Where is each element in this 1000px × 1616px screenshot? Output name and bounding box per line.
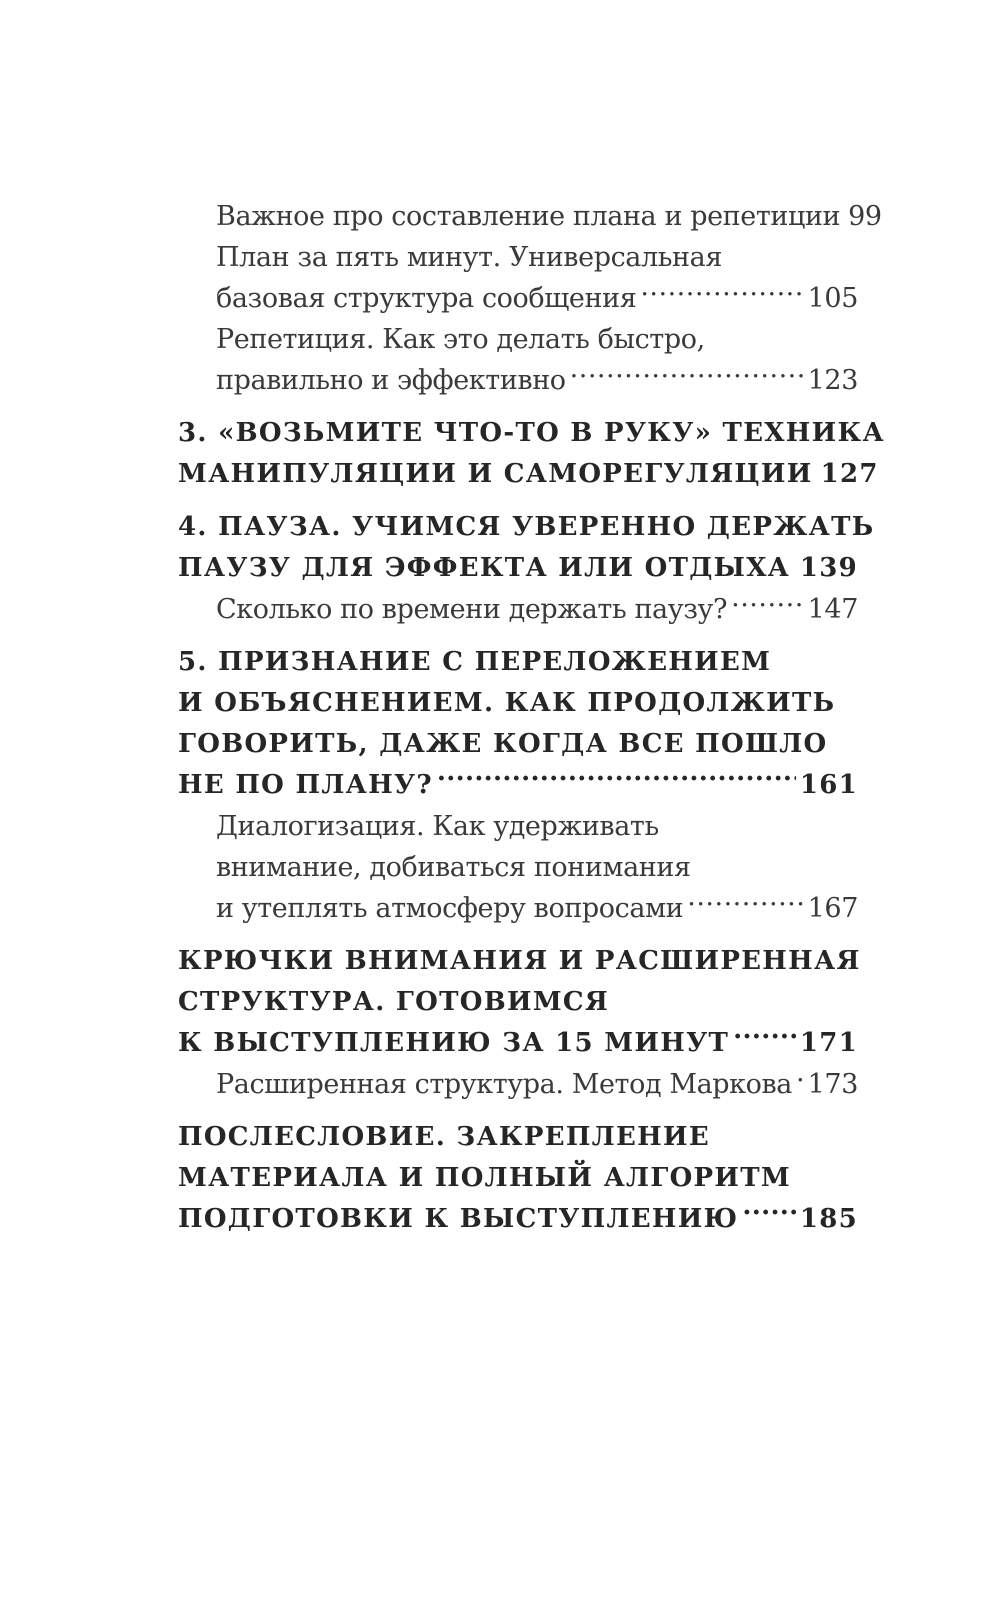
dot-leader [794, 550, 796, 576]
toc-entry-line [178, 806, 858, 847]
toc-page-number: 147 [807, 594, 858, 625]
toc-entry-line [178, 196, 882, 237]
toc-chapter-title: КРЮЧКИ ВНИМАНИЯ И РАСШИРЕННАЯ [178, 946, 861, 976]
table-of-contents [178, 196, 885, 1240]
toc-chapter-title: ПОДГОТОВКИ К ВЫСТУПЛЕНИЮ [178, 1204, 739, 1234]
toc-entry-title: План за пять минут. Универсальная [216, 242, 722, 273]
toc-chapter-line [178, 765, 858, 806]
toc-page-number: 185 [799, 1204, 858, 1234]
toc-page-number: 123 [807, 365, 858, 396]
toc-chapter-title: 4. ПАУЗА. УЧИМСЯ УВЕРЕННО ДЕРЖАТЬ [178, 512, 875, 542]
dot-leader [570, 362, 804, 389]
toc-page-number: 173 [807, 1069, 858, 1100]
toc-chapter-title: 5. ПРИЗНАНИЕ С ПЕРЕЛОЖЕНИЕМ [178, 647, 772, 677]
toc-chapter[interactable] [178, 507, 875, 589]
toc-chapter-line [178, 1199, 858, 1240]
toc-chapter[interactable] [178, 413, 885, 495]
toc-chapter-line [178, 642, 858, 683]
toc-page-number: 139 [799, 553, 858, 583]
toc-chapter-line [178, 683, 858, 724]
dot-leader [733, 1025, 796, 1051]
toc-chapter-title: К ВЫСТУПЛЕНИЮ ЗА 15 МИНУТ [178, 1028, 730, 1058]
toc-chapter-title: ПОСЛЕСЛОВИЕ. ЗАКРЕПЛЕНИЕ [178, 1122, 710, 1152]
dot-leader [640, 280, 803, 307]
toc-chapter-title: 3. «ВОЗЬМИТЕ ЧТО-ТО В РУКУ» ТЕХНИКА [178, 418, 885, 448]
dot-leader [687, 890, 803, 917]
toc-entry-title: Сколько по времени держать паузу? [216, 594, 728, 625]
toc-entry-line [178, 237, 858, 278]
toc-entry-title: Расширенная структура. Метод Маркова [216, 1069, 793, 1100]
toc-chapter-title: МАНИПУЛЯЦИИ И САМОРЕГУЛЯЦИИ [178, 459, 813, 489]
toc-entry-line [178, 319, 858, 360]
toc-entry-line [178, 589, 858, 630]
toc-chapter-line [178, 941, 861, 982]
toc-chapter-title: ПАУЗУ ДЛЯ ЭФФЕКТА ИЛИ ОТДЫХА [178, 553, 791, 583]
toc-page-number: 171 [799, 1028, 858, 1058]
toc-entry-line [178, 847, 858, 888]
toc-page-number: 127 [820, 459, 879, 489]
toc-chapter[interactable] [178, 1117, 858, 1240]
dot-leader [796, 1066, 804, 1093]
toc-chapter-line [178, 548, 858, 589]
toc-entry-title: Диалогизация. Как удерживать [216, 811, 659, 842]
toc-entry[interactable] [178, 196, 882, 237]
toc-page-number: 99 [848, 201, 882, 232]
toc-chapter-line [178, 413, 885, 454]
toc-entry-line [178, 888, 858, 929]
dot-leader [437, 767, 796, 793]
toc-entry[interactable] [178, 319, 858, 401]
toc-chapter-title: ГОВОРИТЬ, ДАЖЕ КОГДА ВСЕ ПОШЛО [178, 729, 828, 759]
toc-entry-title: и утеплять атмосферу вопросами [216, 893, 684, 924]
toc-entry-line [178, 278, 858, 319]
toc-entry[interactable] [178, 1064, 858, 1105]
toc-entry-title: внимание, добиваться понимания [216, 852, 691, 883]
toc-entry-title: правильно и эффективно [216, 365, 566, 396]
toc-chapter-line [178, 454, 879, 495]
toc-entry-line [178, 1064, 858, 1105]
toc-entry-line [178, 360, 858, 401]
toc-chapter-line [178, 507, 875, 548]
toc-chapter-title: МАТЕРИАЛА И ПОЛНЫЙ АЛГОРИТМ [178, 1163, 791, 1193]
toc-entry[interactable] [178, 589, 858, 630]
toc-page-number: 167 [807, 893, 858, 924]
toc-chapter-title: НЕ ПО ПЛАНУ? [178, 770, 433, 800]
toc-chapter[interactable] [178, 642, 858, 806]
dot-leader [731, 591, 804, 618]
toc-chapter-title: СТРУКТУРА. ГОТОВИМСЯ [178, 987, 610, 1017]
toc-chapter-line [178, 724, 858, 765]
toc-chapter[interactable] [178, 941, 861, 1064]
toc-entry-title: Репетиция. Как это делать быстро, [216, 324, 705, 355]
toc-chapter-line [178, 1158, 858, 1199]
toc-chapter-line [178, 1117, 858, 1158]
toc-chapter-line [178, 982, 858, 1023]
toc-entry-title: Важное про составление плана и репетиции [216, 201, 841, 232]
toc-page-number: 105 [807, 283, 858, 314]
toc-chapter-title: И ОБЪЯСНЕНИЕМ. КАК ПРОДОЛЖИТЬ [178, 688, 836, 718]
dot-leader [742, 1201, 795, 1227]
toc-entry-title: базовая структура сообщения [216, 283, 637, 314]
toc-page-number: 161 [799, 770, 858, 800]
toc-entry[interactable] [178, 806, 858, 929]
toc-entry[interactable] [178, 237, 858, 319]
toc-chapter-line [178, 1023, 858, 1064]
